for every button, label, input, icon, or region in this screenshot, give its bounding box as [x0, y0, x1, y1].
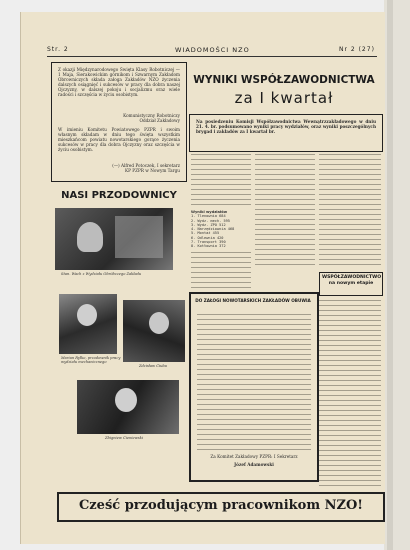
letter-title: DO ZAŁOGI NOWOTARSKICH ZAKŁADÓW OBUWIA	[195, 298, 311, 303]
headline-line2: za I kwartał	[234, 89, 334, 107]
masthead-row	[47, 46, 377, 56]
table-row: 1. Tlenownia 684	[191, 214, 226, 219]
photo-worker-2	[59, 294, 117, 354]
footer-slogan: Cześć przodującym pracownikom NZO!	[78, 498, 364, 513]
greeting-text: Z okazji Międzynarodowego Święta Klasy Robotniczej — 1 Maja, Sierakowickim górnikom i Szwarnym Zakładom Obrowniczych składa załoga Zakładów NZO życzenia dalszych osiągnięć i sukcesów w pracy dla dobra naszej Ojczyzny, w dalszej pokoju i socjalizmu oraz wiele radości i szczęścia w życiu osobistym.	[58, 67, 180, 98]
footer-banner	[57, 492, 385, 522]
adjacent-page-edge	[384, 0, 410, 550]
issue-number: Nr 2 (27)	[339, 46, 375, 53]
lead-box	[189, 114, 383, 152]
table-row: 2. Wydz. mech. 595	[191, 218, 230, 223]
results-table	[191, 210, 251, 249]
newspaper-page	[20, 12, 385, 544]
photo-worker-1	[55, 208, 173, 270]
photo-worker-3	[123, 300, 185, 362]
page-number: Str. 2	[47, 46, 69, 53]
greeting-signature: Komunistyczny Robotniczy Oddział Zakładowy	[123, 113, 180, 123]
side-heading: WSPÓŁZAWODNICTWO na nowym etapie	[322, 275, 382, 286]
table-label: Wyniki wydziałów	[191, 210, 228, 214]
letter-sign: Za Komitet Zakładowy PZPR: I Sekretarz	[210, 454, 298, 459]
table-row: 7. Transport 390	[191, 240, 226, 245]
photo-worker-4	[77, 380, 179, 434]
party-greeting-signature: (—) Alfred Potoczek, I sekretarz KP PZPR w Nowym Targu	[112, 163, 180, 174]
section-heading-nasi: NASI PRZODOWNICY	[61, 190, 177, 201]
greeting-box	[51, 62, 187, 182]
mid-column-text-a	[191, 154, 251, 208]
letter-text	[197, 314, 311, 450]
table-row: 5. Montaż 455	[191, 231, 220, 236]
side-column-text	[319, 300, 381, 486]
caption-3: Zdzisław Ciuba	[139, 364, 167, 368]
masthead-rule	[47, 56, 377, 57]
table-row: 6. Odlewnia 420	[191, 235, 224, 240]
letter-box	[189, 292, 319, 482]
table-row: 3. Wydz. ZPO 512	[191, 222, 226, 227]
party-greeting-text: W imieniu Komitetu Powiatowego PZPR i swoim własnym składam w dniu tego święta wszystkim mieszkańcom powiatu nowotarskiego gorące życzenia sukcesów w pracy dla dobra Ojczyzny oraz szczęścia w życiu osobistym.	[58, 127, 180, 153]
side-heading-box	[319, 272, 383, 296]
table-row: 4. Narzędziownia 468	[191, 227, 235, 232]
masthead-title: WIADOMOŚCI NZO	[175, 46, 250, 54]
mid-column-text-b	[255, 154, 315, 266]
right-column-text	[319, 154, 381, 266]
letter-signatory: Józef Adamowski	[234, 462, 274, 467]
lead-text: Na posiedzeniu Komisji Współzawodnictwa Wewnątrzzakładowego w dniu 21. 4. br. podsumowano wyniki pracy wydziałów, oraz wyniki poszczególnych brygad i zakładów za I kwartał br.	[196, 119, 376, 135]
headline-line1: WYNIKI WSPÓŁZAWODNICTWA	[193, 74, 375, 86]
caption-2: Marian Ryłko, przodownik pracy wydziału mechanicznego	[61, 356, 121, 365]
caption-1: Stan. Wach z Wydziału Obróbczego Zakładu	[61, 272, 142, 276]
caption-4: Zbigniew Cieniewski	[105, 436, 143, 440]
table-row: 8. Kotłownia 372	[191, 244, 226, 249]
mid-column-text-c	[191, 252, 251, 290]
